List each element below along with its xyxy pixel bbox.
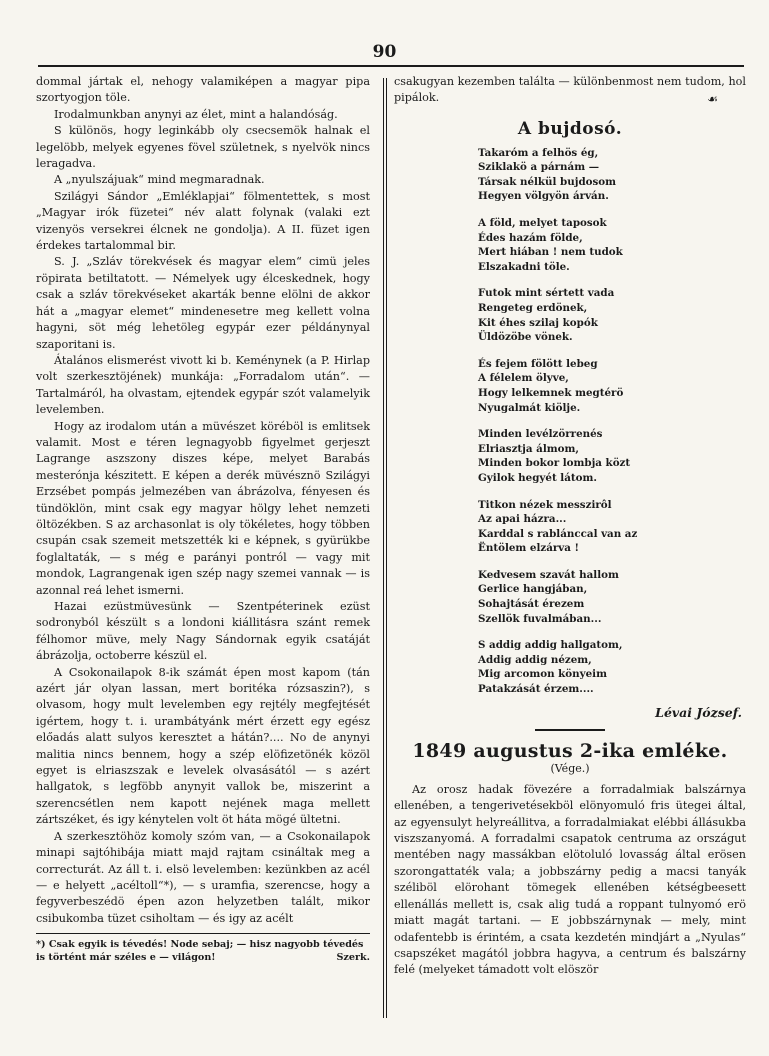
poem-line: Hegyen völgyön árván. [478,190,609,203]
paragraph: S különös, hogy leginkább oly csecsemök halnak el legelöbb, melyek egyenes fövel születnek, s nyelvök nincs leragadva. [36,124,370,171]
poem-line: Patakzását érzem.... [478,683,594,696]
poem-stanza [478,638,746,696]
poem-line: A félelem ölyve, [478,372,569,385]
poem-line: És fejem fölött lebeg [478,357,598,370]
paragraph: A szerkesztöhöz komoly szóm van, — a Csokonailapok minapi sajtóhibája miatt majd rajtam csináltak meg a correcturát. Az áll t. i. elsö levelemben: kezünkben az acél — e helyett „acéltoll“*), — s uramfia, szerencse, hogy a fegyverbeszédö épen azon helyzetben talált, mikor csibukomba tüzet csiholtam — és igy az acélt [36,829,370,925]
poem-line: Nyugalmát kiölje. [478,401,581,414]
poem-line: Társak nélkül bujdosom [478,175,617,188]
paragraph: A „nyulszájuak“ mind megmaradnak. [54,173,265,187]
poem-line: A föld, melyet taposok [478,217,607,229]
poem [478,146,746,697]
poem-line: Mig arcomon könyeim [478,668,607,681]
poem-line: Gyilok hegyét látom. [478,471,597,484]
poem-line: Az apai házra... [478,513,567,526]
column-divider-inner [386,78,387,1018]
paragraph: Hazai ezüstmüvesünk — Szentpéterinek ezüst sodronyból készült s a londoni kiállitásra szánt remek félhomor müve, mely Nagy Sándornak egyik csatáját ábrázolja, octoberre készül el. [36,600,370,663]
footnote-row [36,951,370,964]
paragraph: Az orosz hadak fövezére a forradalmiak balszárnya ellenében, a tengerivetésekböl elönyomuló fris ütegei által, az egyensulyt helyreállitva, a forradalmiakat elébbi állásukba viszszanyomá. A forradalmi csapatok centruma az országut mentében nagy massákban elötoluló lovasság által erösen szorongattaték vala; a jobbszárny pedig a macsi tanyák széliböl elörohant tömegek ellenében kétségbeesett ellenállás mellett is, csak alig tudá a roppant tulnyomó erö miatt magát tartani. — E jobbszárnynak — mely, mint odafentebb is érintém, a csata kezdetén mindjárt a „Nyulas“ csapszéket magától jobbra hagyva, a centrum és balszárny felé (melyeket támadott volt elöször [394,782,746,977]
paragraph: Átalános elismerést vivott ki b. Keménynek (a P. Hirlap volt szerkesztöjének) munkája: „Forradalom után“. — Tartalmáról, ha olvastam, ejtendek egypár szót valamelyik levelemben. [36,353,370,417]
poem-line: Édes hazám földe, [478,231,583,244]
poem-line: Sziklakö a párnám — [478,161,599,174]
paragraph: S. J. „Szláv törekvések és magyar elem“ cimü jeles röpirata betiltatott. — Némelyek ugy élceskednek, hogy csak a szláv törekvéseket akarták benne elölni de akkor hát a „magyar elemet“ mindenesetre meg kellett volna hagyni, söt még lehetöleg egypár ezer példánynyal szaporitani is. [36,255,370,351]
poem-line: Hogy lelkemnek megtérö [478,386,624,399]
poem-stanza [478,286,746,344]
poem-line: Addig addig nézem, [478,653,592,666]
left-column [36,74,370,964]
poem-line: S addig addig hallgatom, [478,639,623,652]
paragraph: dommal jártak el, nehogy valamiképen a magyar pipa szortyogjon töle. [36,75,370,105]
article-subtitle: (Vége.) [550,762,590,776]
poem-stanza [478,357,746,415]
poem-line: Sohajtását érezem [478,598,585,611]
poem-stanza [478,568,746,626]
poem-title: A bujdosó. [517,119,623,140]
poem-line: Gerlice hangjában, [478,583,588,596]
right-column [394,74,746,979]
poem-line: Futok mint sértett vada [478,287,615,300]
poem-line: Elriasztja álmom, [478,442,579,455]
paragraph: csakugyan kezemben találta — különbenmost nem tudom, hol pipálok. [394,75,746,105]
poem-line: Kit éhes szilaj kopók [478,316,598,329]
paragraph: A Csokonailapok 8-ik számát épen most kapom (tán azért jár olyan lassan, mert boritéka rózsaszin?), s olvasom, hogy mult levelemben egy rejtély megfejtését igértem, hogy t. i. urambátyánk mért érzett egy egész előadás alatt sulyos keresztet a hátán?.... No de anynyi malitia nincs bennem, hogy a szép elöfizetönék közöl egyet is elriaszszak e levelek olvasásától — s azért hallgatok, s legföbb anynyit vallok be, miszerint a szerencsétlen nem kapott nejének maga mellett zártszéket, és igy kénytelen volt öt háta mögé ültetni. [36,665,370,827]
poem-line: Elszakadni töle. [478,260,570,273]
footnote-rule [36,933,370,934]
poem-line: Kedvesem szavát hallom [478,568,619,581]
paragraph: Szilágyi Sándor „Emléklapjai“ fölmentettek, s most „Magyar irók füzetei“ név alatt folynak (valaki ezt vizenyös versekrei élcnek ne gondolja). A II. füzet igen érdekes tartalommal bir. [36,189,370,253]
fleuron-icon: ☙ [707,91,718,106]
poem-author: Lévai József. [655,704,742,720]
footnote-line: *) Csak egyik is tévedés! Node sebaj; — hisz nagyobb tévedés [36,939,364,951]
poem-line: Takaróm a felhös ég, [478,146,599,159]
poem-line: Karddal s rablánccal van az [478,527,638,540]
poem-line: Üldözöbe vönek. [478,331,573,344]
poem-stanza [478,427,746,485]
poem-line: Titkon nézek messzirôl [478,498,612,511]
footnote-signature: Szerk. [336,952,370,964]
paragraph: Irodalmunkban anynyi az élet, mint a halandóság. [54,107,338,121]
paragraph: Hogy az irodalom után a müvészet köréböl is emlitsek valamit. Most e téren legnagyobb figyelmet gerjeszt Lagrange aszszony diszes képe, melyet Barabás mesterónja készitett. E képen a derék müvésznö Szilágyi Erzsébet pompás jelmezében van ábrázolva, fényesen és tündöklön, mint csak egy magyar hölgy lehet nemzeti öltözékben. S az archasonlat is oly tökéletes, hogy többen csupán csak szemeit metszették ki e képnek, s gyürükbe foglaltaták, — s még e parányi pontról — vagy mit mondok, Lagrangenak igen szép nagy szemei vannak — is azonnal reá lehet ismerni. [36,419,370,597]
poem-line: Mert hiában ! nem tudok [478,246,623,259]
poem-line: Szellök fuvalmában... [478,612,602,625]
article-title: 1849 augustus 2-ika emléke. [412,740,728,763]
column-divider [383,78,384,1018]
footnote [36,938,370,964]
poem-stanza [478,146,746,204]
poem-stanza [478,216,746,274]
poem-line: Ëntölem elzárva ! [478,542,580,555]
header-rule [38,65,744,67]
poem-line: Minden levélzörrenés [478,428,603,441]
section-divider [535,729,605,731]
poem-line: Minden bokor lombja közt [478,457,631,470]
page-number: 90 [372,42,397,62]
footnote-line: is történt már széles e — világon! [36,952,216,964]
poem-stanza [478,498,746,556]
poem-line: Rengeteg erdönek, [478,301,588,314]
